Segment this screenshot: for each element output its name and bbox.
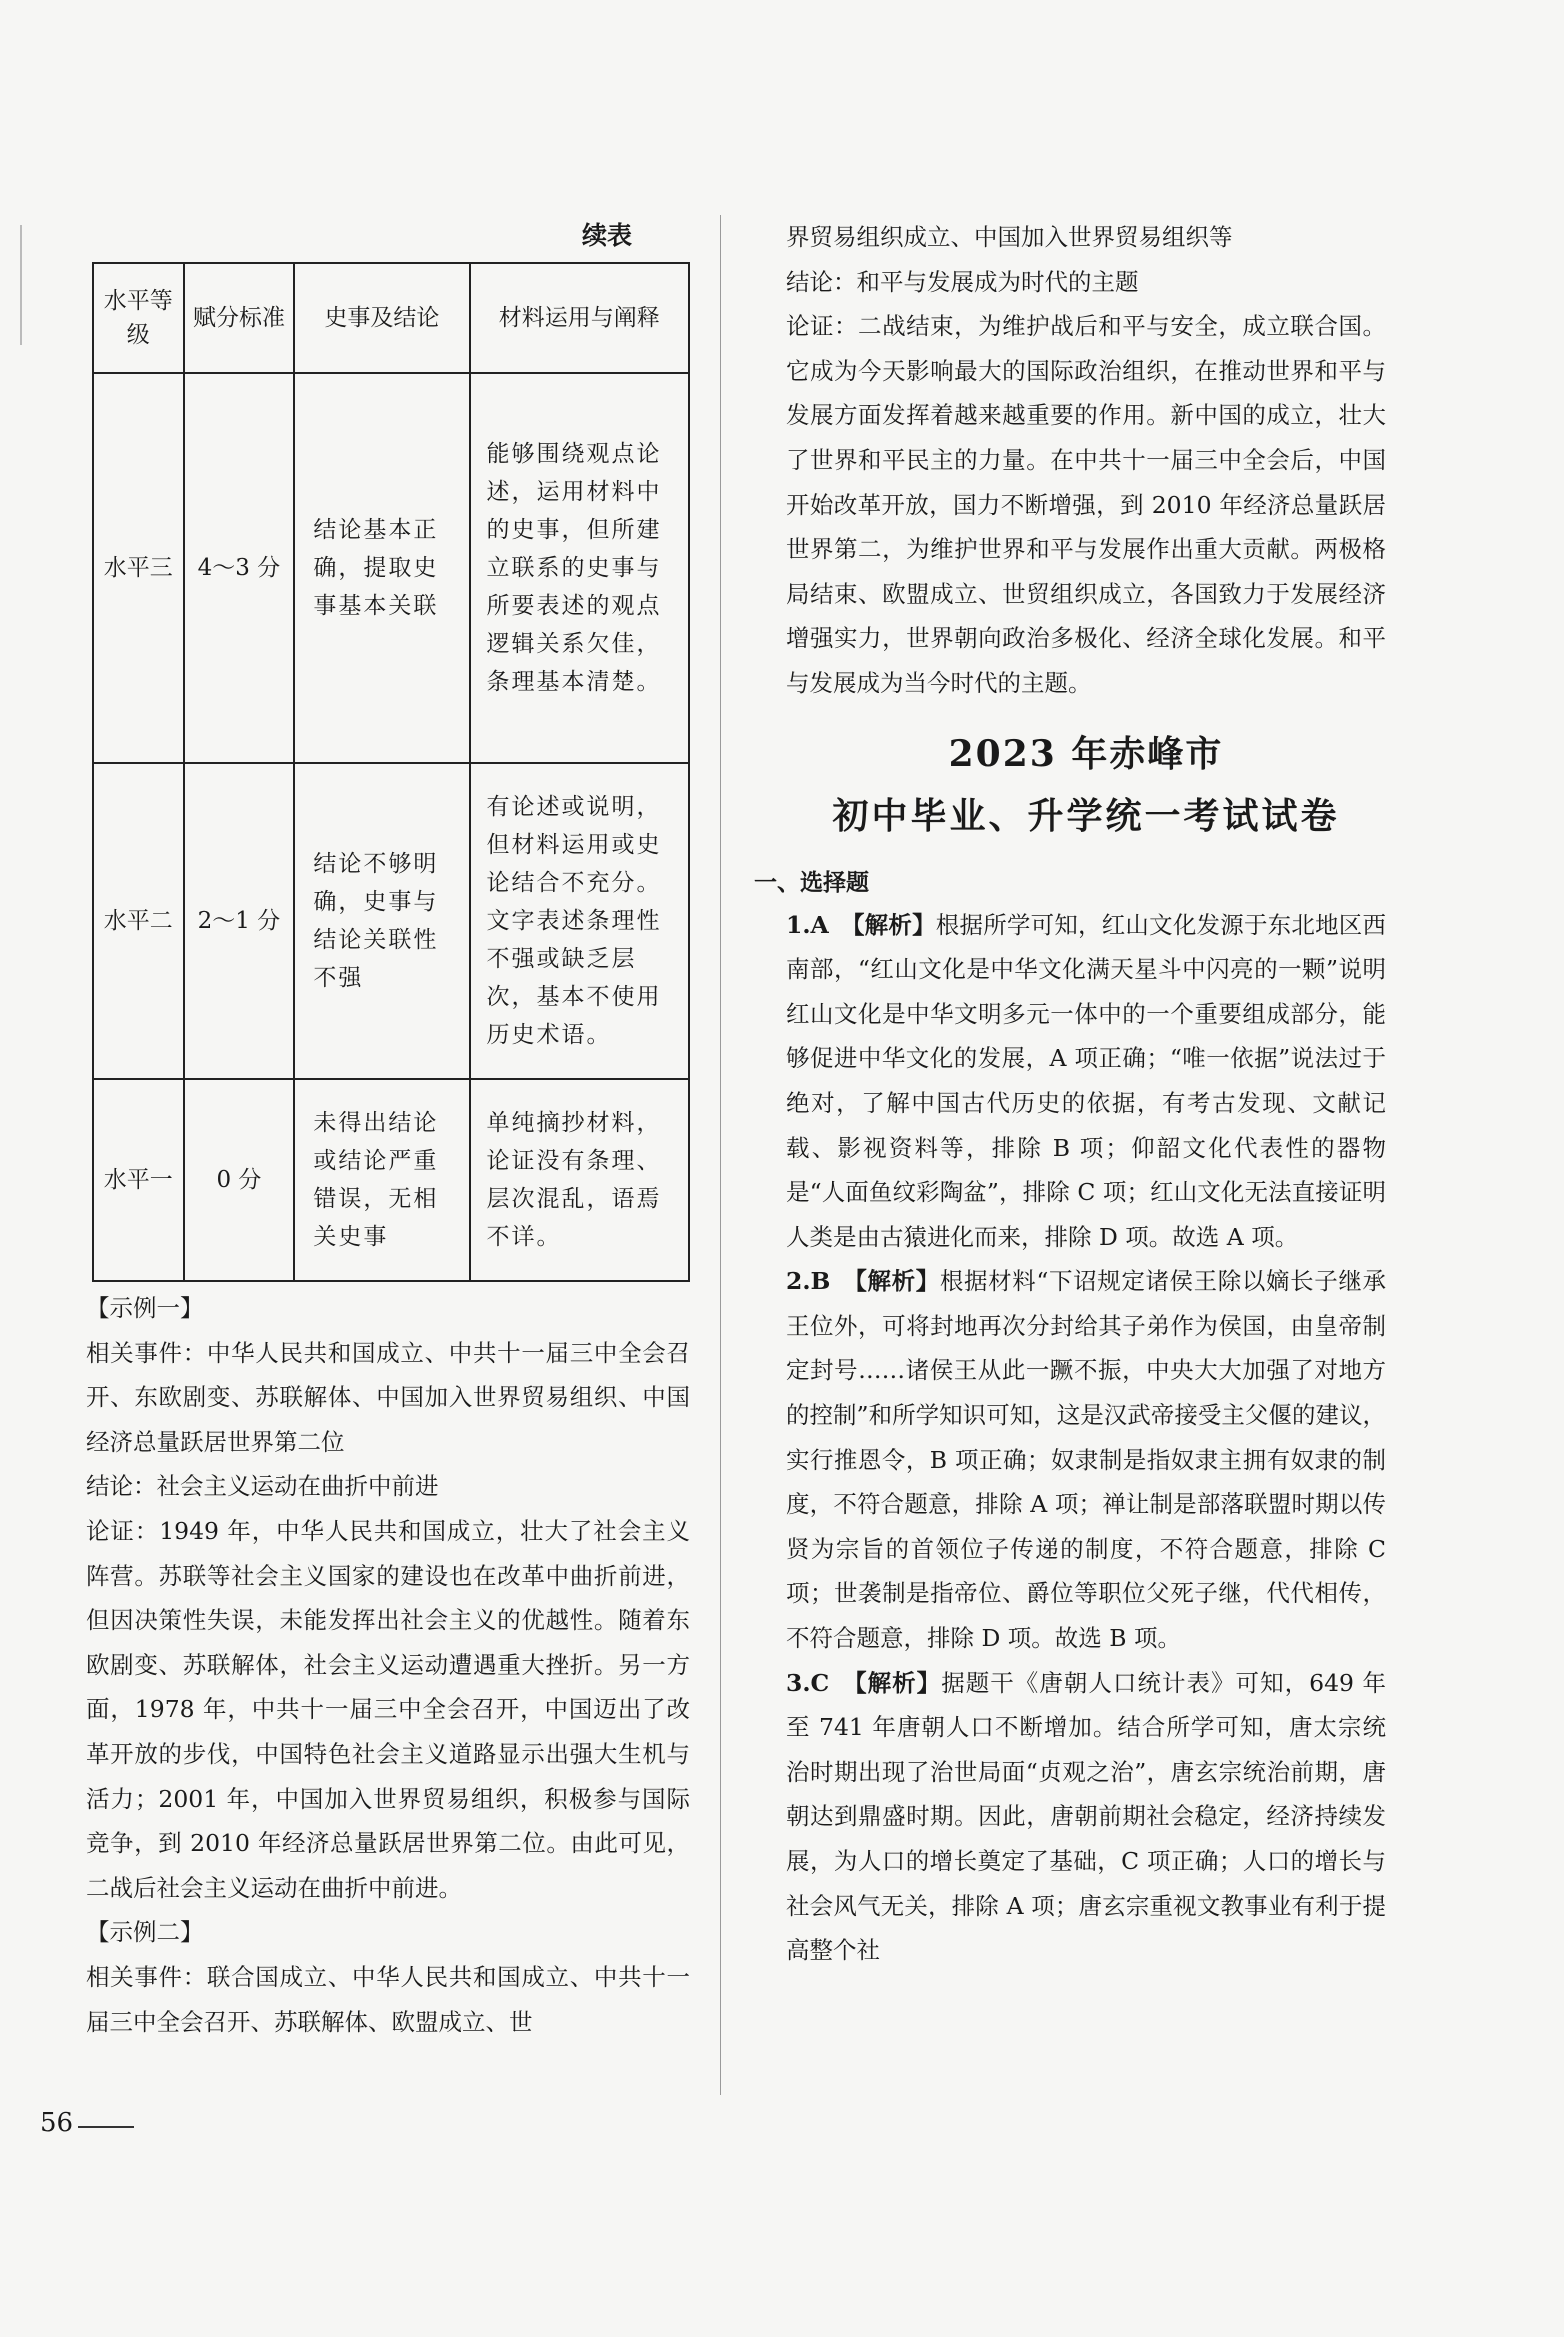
table-row (93, 1079, 689, 1281)
question-number: 3. (786, 1668, 811, 1697)
example-two-argument: 论证：二战结束，为维护战后和平与安全，成立联合国。它成为今天影响最大的国际政治组织，在推动世界和平与发展方面发挥着越来越重要的作用。新中国的成立，壮大了世界和平民主的力量。在中共十一届三中全会后，中国开始改革开放，国力不断增强，到 2010 年经济总量跃居世界第二，为维护世界和平与发展作出重大贡献。两极格局结束、欧盟成立、世贸组织成立，各国致力于发展经济增强实力，世界朝向政治多极化、经济全球化发展。和平与发展成为当今时代的主题。 (786, 312, 1386, 697)
page-number: 56 (40, 2108, 74, 2138)
exam-title-line1: 2023 年赤峰市 (948, 732, 1224, 775)
exam-title-line2: 初中毕业、升学统一考试试卷 (832, 794, 1340, 837)
question-number: 2. (786, 1267, 811, 1296)
cell-facts (294, 373, 469, 763)
example-one-events: 相关事件：中华人民共和国成立、中共十一届三中全会召开、东欧剧变、苏联解体、中国加入世界贸易组织、中国经济总量跃居世界第二位 (86, 1338, 690, 1456)
column-divider (720, 215, 721, 2095)
cell-facts (294, 1079, 469, 1281)
example-one-conclusion: 结论：社会主义运动在曲折中前进 (86, 1472, 439, 1501)
cell-facts-text: 未得出结论或结论严重错误，无相关史事 (313, 1110, 439, 1250)
cell-level: 水平二 (93, 763, 184, 1079)
table-row (93, 763, 689, 1079)
page-number-rule (78, 2126, 134, 2128)
example-one-argument: 论证：1949 年，中华人民共和国成立，壮大了社会主义阵营。苏联等社会主义国家的建设也在改革中曲折前进，但因决策性失误，未能发挥出社会主义的优越性。随着东欧剧变、苏联解体，社会主义运动遭遇重大挫折。另一方面，1978 年，中共十一届三中全会召开，中国迈出了改革开放的步伐，中国特色社会主义道路显示出强大生机与活力；2001 年，中国加入世界贸易组织，积极参与国际竞争，到 2010 年经济总量跃居世界第二位。由此可见，二战后社会主义运动在曲折中前进。 (86, 1516, 690, 1902)
question-analysis: 根据所学可知，红山文化发源于东北地区西南部，“红山文化是中华文化满天星斗中闪亮的一颗”说明红山文化是中华文明多元一体中的一个重要组成部分，能够促进中华文化的发展，A 项正确；“唯一依据”说法过于绝对，了解中国古代历史的依据，有考古发现、文献记载、影视资料等，排除 B 项；仰韶文化代表性的器物是“人面鱼纹彩陶盆”，排除 C 项；红山文化无法直接证明人类是由古猿进化而来，排除 D 项。故选 A 项。 (786, 910, 1387, 1251)
cell-material-text: 单纯摘抄材料，论证没有条理、层次混乱，语焉不详。 (486, 1110, 662, 1250)
analysis-tag: 【解析】 (854, 1668, 942, 1697)
analysis-tag: 【解析】 (852, 910, 936, 939)
question-analysis: 根据材料“下诏规定诸侯王除以嫡长子继承王位外，可将封地再次分封给其子弟作为侯国，由皇帝制定封号……诸侯王从此一蹶不振，中央大大加强了对地方的控制”和所学知识可知，这是汉武帝接受主父偃的建议，实行推恩令，B 项正确；奴隶制是指奴隶主拥有奴隶的制度，不符合题意，排除 A 项；禅让制是部落联盟时期以传贤为宗旨的首领位子传递的制度，不符合题意，排除 C 项；世袭制是指帝位、爵位等职位父死子继，代代相传，不符合题意，排除 D 项。故选 B 项。 (786, 1267, 1386, 1653)
cell-facts-text: 结论基本正确，提取史事基本关联 (313, 517, 439, 619)
cell-material-text: 能够围绕观点论述，运用材料中的史事，但所建立联系的史事与所要表述的观点逻辑关系欠佳，条理基本清楚。 (486, 441, 662, 695)
question-number: 1. (786, 910, 811, 939)
question-analysis: 据题干《唐朝人口统计表》可知，649 年至 741 年唐朝人口不断增加。结合所学可知，唐太宗统治时期出现了治世局面“贞观之治”，唐玄宗统治前期，唐朝达到鼎盛时期。因此，唐朝前期社会稳定，经济持续发展，为人口的增长奠定了基础，C 项正确；人口的增长与社会风气无关，排除 A 项；唐玄宗重视文教事业有利于提高整个社 (786, 1668, 1387, 1965)
example-two-conclusion: 结论：和平与发展成为时代的主题 (786, 267, 1139, 296)
example-two-events-start: 相关事件：联合国成立、中华人民共和国成立、中共十一届三中全会召开、苏联解体、欧盟成立、世 (86, 1962, 690, 2036)
question-item (786, 903, 1386, 1260)
question-answer: A (810, 910, 829, 939)
header-level: 水平等级 (93, 263, 184, 373)
question-item (786, 1259, 1386, 1660)
question-answer: B (810, 1267, 831, 1296)
analysis-tag: 【解析】 (855, 1267, 940, 1296)
cell-score: 0 分 (184, 1079, 295, 1281)
cell-material (470, 763, 690, 1079)
left-column (86, 210, 690, 2044)
right-column (754, 215, 1387, 1973)
cell-material (470, 373, 690, 763)
table-row (93, 373, 689, 763)
margin-mark (20, 225, 22, 345)
example-two-continued (786, 215, 1386, 706)
header-score: 赋分标准 (184, 263, 295, 373)
cell-score: 4～3 分 (184, 373, 295, 763)
example-two-events-end: 界贸易组织成立、中国加入世界贸易组织等 (786, 223, 1233, 251)
cell-facts (294, 763, 469, 1079)
question-list (786, 903, 1386, 1973)
example-one (86, 1286, 690, 2044)
cell-facts-text: 结论不够明确，史事与结论关联性不强 (313, 851, 439, 991)
cell-material (470, 1079, 690, 1281)
cell-score: 2～1 分 (184, 763, 295, 1079)
cell-material-text: 有论述或说明，但材料运用或史论结合不充分。文字表述条理性不强或缺乏层次，基本不使用历史术语。 (486, 794, 662, 1048)
header-facts: 史事及结论 (294, 263, 469, 373)
question-item (786, 1661, 1386, 1973)
table-caption: 续表 (581, 221, 632, 250)
cell-level: 水平三 (93, 373, 184, 763)
example-one-heading: 【示例一】 (86, 1294, 204, 1322)
header-material: 材料运用与阐释 (470, 263, 690, 373)
question-answer: C (810, 1668, 830, 1697)
grading-table (92, 262, 690, 1282)
table-header-row (93, 263, 689, 373)
cell-level: 水平一 (93, 1079, 184, 1281)
section-heading: 一、选择题 (754, 869, 869, 896)
example-two-heading: 【示例二】 (86, 1918, 204, 1947)
